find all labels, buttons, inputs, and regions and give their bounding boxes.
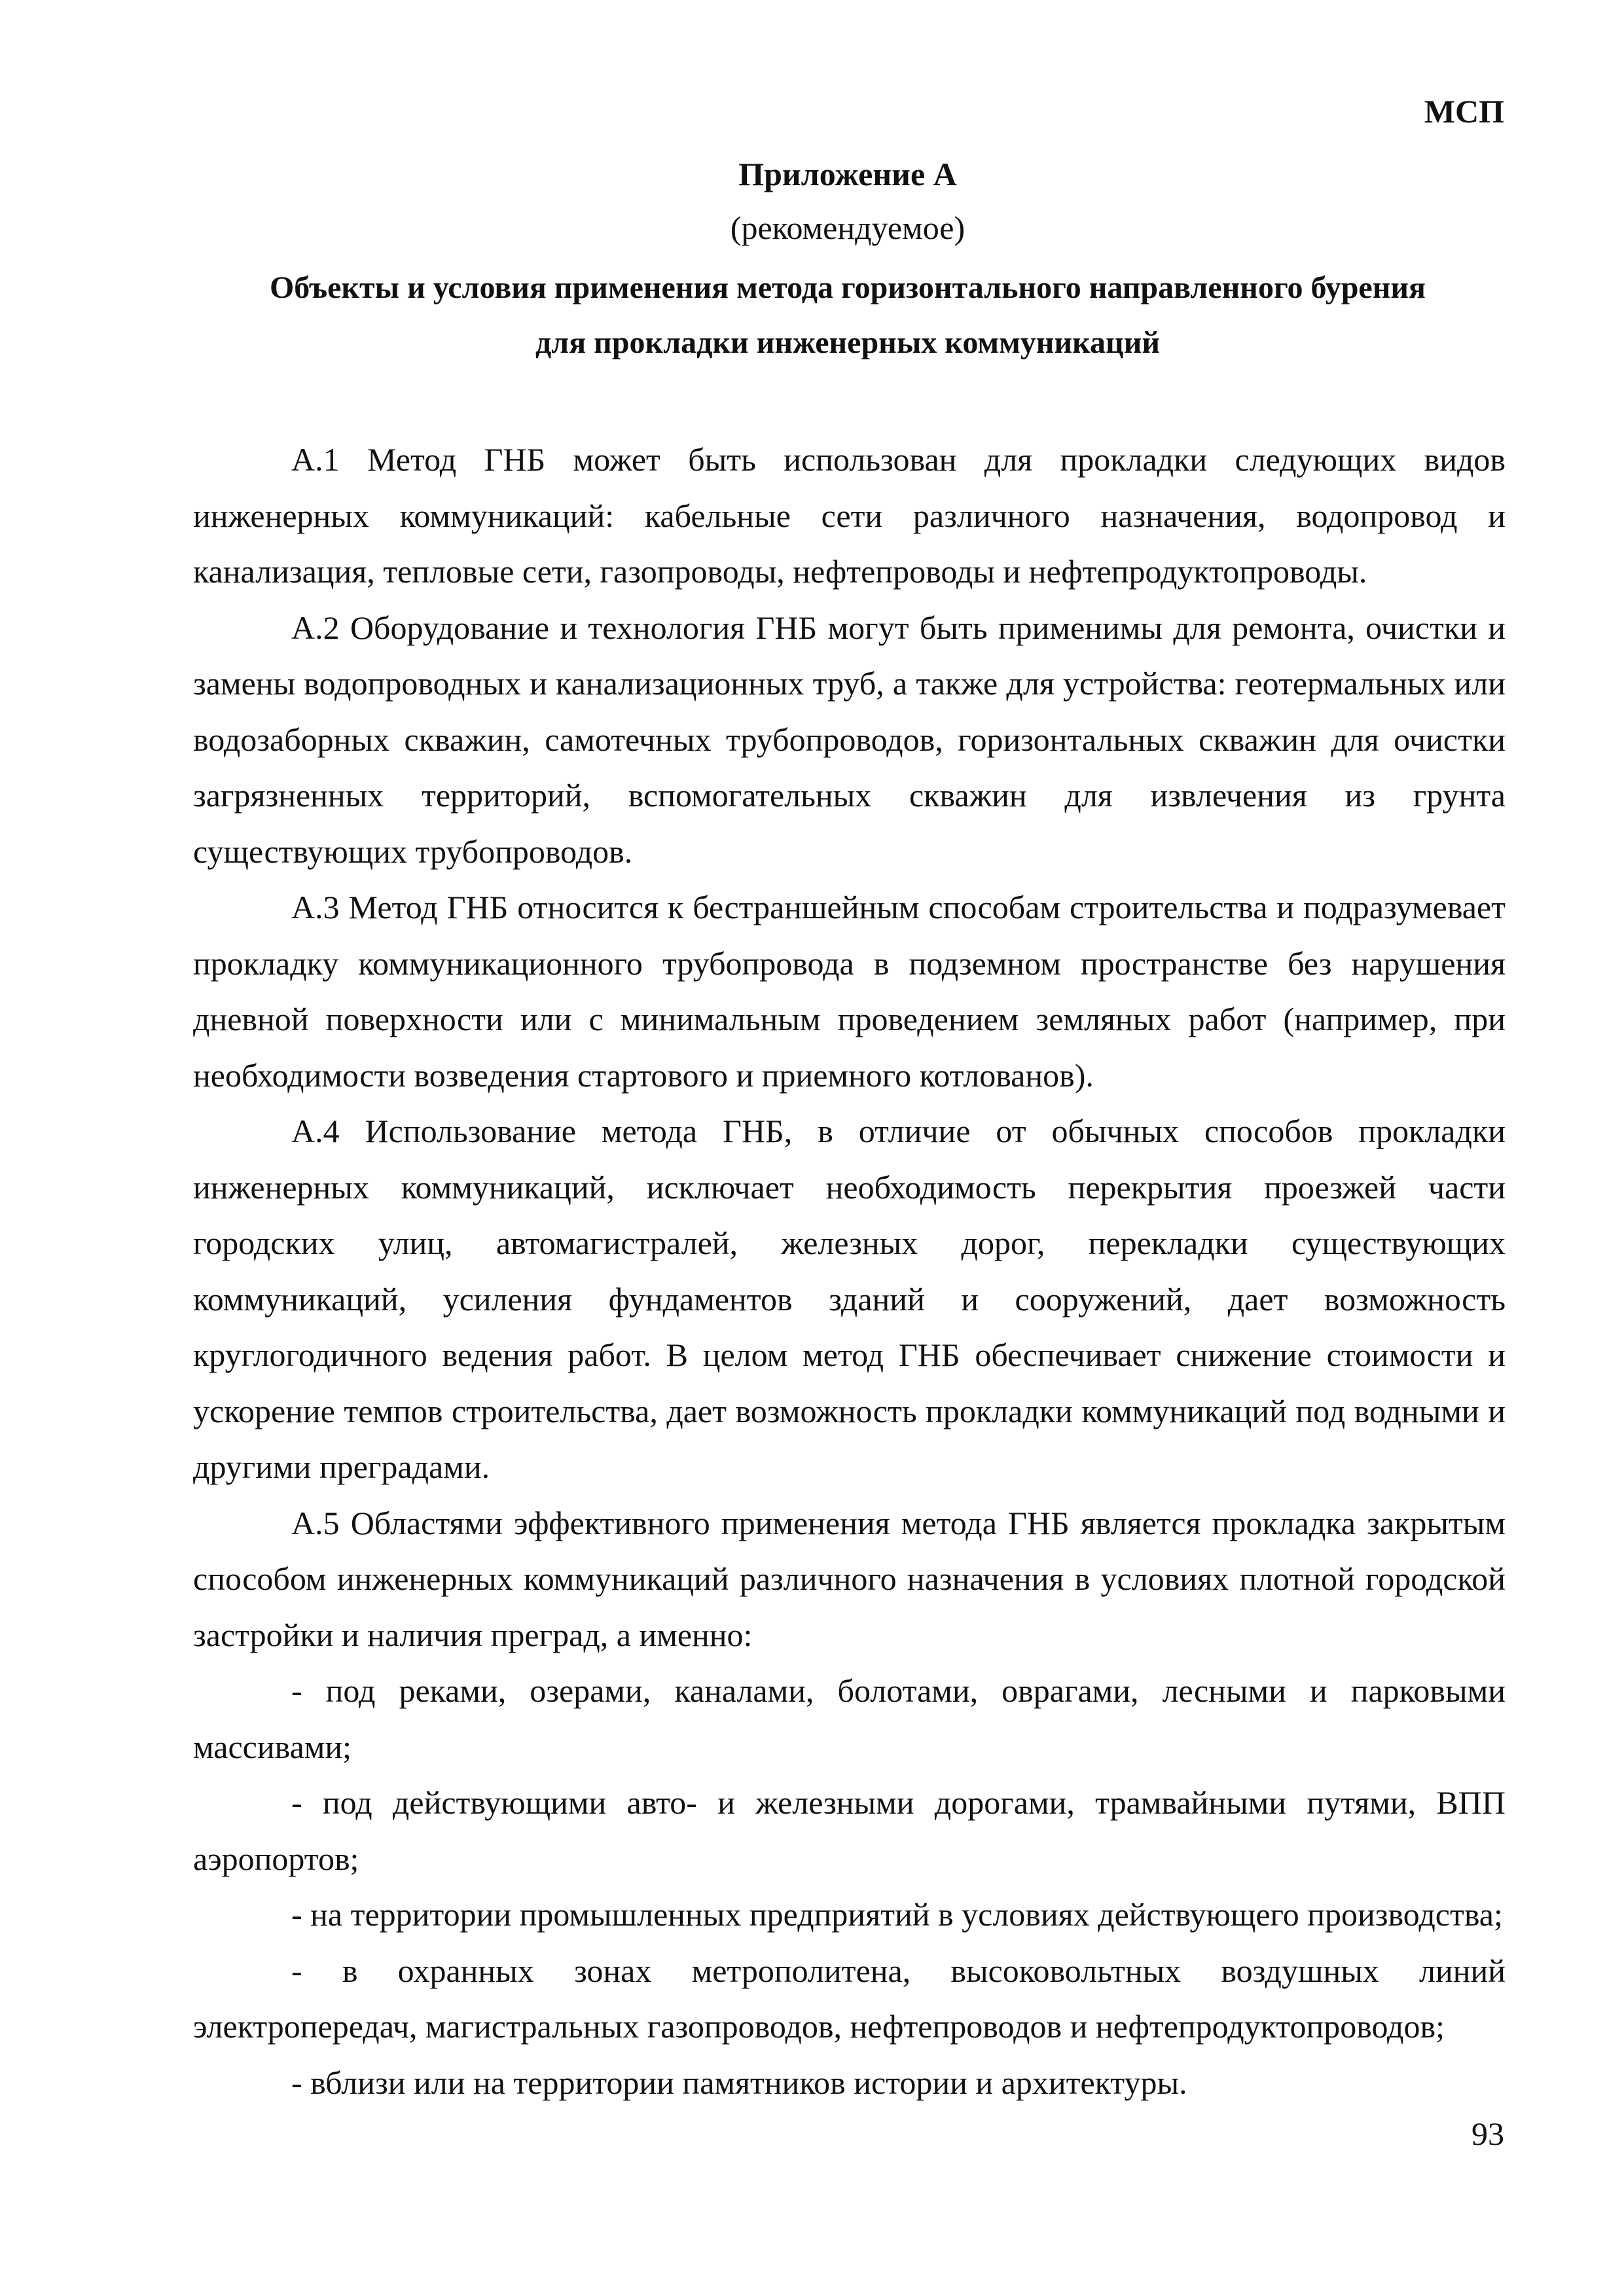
appendix-heading-line-2: для прокладки инженерных коммуникаций (535, 325, 1160, 360)
list-item: - под действующими авто- и железными дорогами, трамвайными путями, ВПП аэропортов; (193, 1784, 1506, 1877)
document-code: МСП (1424, 93, 1504, 130)
body-text (193, 432, 1506, 2111)
page-number: 93 (1471, 2115, 1504, 2152)
appendix-heading-line-1: Объекты и условия применения метода горизонтального направленного бурения (269, 270, 1426, 305)
paragraph-a1: А.1 Метод ГНБ может быть использован для прокладки следующих видов инженерных коммуникаций: кабельные сети различного назначения, водопровод и канализация, тепловые сети, газопроводы, нефтепроводы и нефтепродуктопроводы. (193, 441, 1506, 590)
appendix-heading (193, 152, 1502, 370)
appendix-title: Приложение А (738, 156, 957, 192)
list-item: - вблизи или на территории памятников истории и архитектуры. (291, 2064, 1187, 2101)
appendix-status: (рекомендуемое) (730, 209, 965, 246)
paragraph-a2: А.2 Оборудование и технология ГНБ могут быть применимы для ремонта, очистки и замены водопроводных и канализационных труб, а также для устройства: геотермальных или водозаборных скважин, самотечных трубопроводов, горизонтальных скважин для очистки загрязненных территорий, вспомогательных скважин для извлечения из грунта существующих трубопроводов. (193, 609, 1506, 870)
list-item: - под реками, озерами, каналами, болотами, оврагами, лесными и парковыми массивами; (193, 1672, 1506, 1765)
list-item: - в охранных зонах метрополитена, высоковольтных воздушных линий электропередач, магистральных газопроводов, нефтепроводов и нефтепродуктопроводов; (193, 1952, 1506, 2045)
paragraph-a4: А.4 Использование метода ГНБ, в отличие от обычных способов прокладки инженерных коммуникаций, исключает необходимость перекрытия проезжей части городских улиц, автомагистралей, железных дорог, перекладки существующих коммуникаций, усиления фундаментов зданий и сооружений, дает возможность круглогодичного ведения работ. В целом метод ГНБ обеспечивает снижение стоимости и ускорение темпов строительства, дает возможность прокладки коммуникаций под водными и другими преградами. (193, 1113, 1506, 1485)
list-item: - на территории промышленных предприятий в условиях действующего производства; (291, 1896, 1503, 1933)
paragraph-a5: А.5 Областями эффективного применения метода ГНБ является прокладка закрытым способом инженерных коммуникаций различного назначения в условиях плотной городской застройки и наличия преград, а именно: (193, 1504, 1506, 1653)
paragraph-a3: А.3 Метод ГНБ относится к бестраншейным способам строительства и подразумевает прокладку коммуникационного трубопровода в подземном пространстве без нарушения дневной поверхности или с минимальным проведением земляных работ (например, при необходимости возведения стартового и приемного котлованов). (193, 889, 1506, 1094)
